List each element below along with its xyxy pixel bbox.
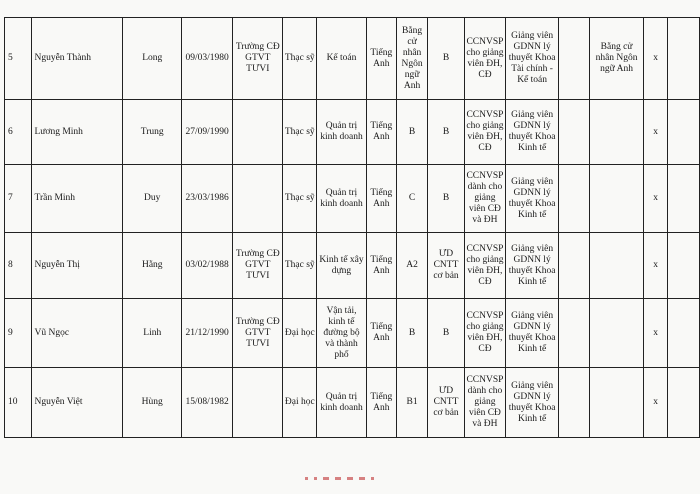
table-row	[5, 18, 700, 100]
cell-no: 9	[5, 299, 32, 368]
table-row	[5, 165, 700, 233]
cell-ped: CCNVSP cho giảng viên ĐH, CĐ	[464, 18, 506, 100]
cell-c15: x	[643, 299, 668, 368]
cell-major: Kế toán	[317, 18, 367, 100]
cell-ten: Long	[123, 18, 182, 100]
cell-position: Giảng viên GDNN lý thuyết Khoa Kinh tế	[506, 233, 559, 299]
cell-it: ƯD CNTT cơ bản	[428, 233, 464, 299]
cell-lang_cert: B	[396, 299, 428, 368]
cell-ten: Hùng	[123, 368, 182, 438]
cell-lang: Tiếng Anh	[366, 18, 396, 100]
cell-c13	[558, 299, 589, 368]
cell-ped: CCNVSP cho giảng viên ĐH, CĐ	[464, 100, 506, 165]
cell-empty	[668, 299, 700, 368]
cell-c13	[558, 233, 589, 299]
cell-empty	[668, 18, 700, 100]
cell-no: 10	[5, 368, 32, 438]
cell-c15: x	[643, 100, 668, 165]
cell-no: 8	[5, 233, 32, 299]
cell-ten: Duy	[123, 165, 182, 233]
cell-c13	[558, 165, 589, 233]
cell-c14	[590, 233, 643, 299]
cell-degree: Thạc sỹ	[283, 165, 317, 233]
cell-ho: Nguyễn Thành	[32, 18, 123, 100]
cell-empty	[668, 165, 700, 233]
cell-empty	[668, 233, 700, 299]
cell-major: Quản trị kinh doanh	[317, 165, 367, 233]
cell-ped: CCNVSP cho giảng viên ĐH, CĐ	[464, 299, 506, 368]
cell-position: Giảng viên GDNN lý thuyết Khoa Kinh tế	[506, 165, 559, 233]
cell-school: Trường CĐ GTVT TƯVI	[233, 233, 283, 299]
cell-c14	[590, 368, 643, 438]
cell-degree: Thạc sỹ	[283, 18, 317, 100]
cell-c15: x	[643, 233, 668, 299]
cell-school	[233, 165, 283, 233]
cell-lang_cert: A2	[396, 233, 428, 299]
cell-ped: CCNVSP dành cho giảng viên CĐ và ĐH	[464, 368, 506, 438]
cell-ho: Nguyễn Việt	[32, 368, 123, 438]
cell-lang: Tiếng Anh	[366, 233, 396, 299]
cell-c14	[590, 165, 643, 233]
cell-ten: Trung	[123, 100, 182, 165]
cell-dob: 21/12/1990	[182, 299, 233, 368]
cell-it: B	[428, 100, 464, 165]
cell-c15: x	[643, 18, 668, 100]
cell-ped: CCNVSP dành cho giảng viên CĐ và ĐH	[464, 165, 506, 233]
cell-ho: Vũ Ngọc	[32, 299, 123, 368]
cell-it: B	[428, 165, 464, 233]
cell-empty	[668, 368, 700, 438]
cell-c13	[558, 100, 589, 165]
cell-dob: 27/09/1990	[182, 100, 233, 165]
cell-dob: 09/03/1980	[182, 18, 233, 100]
cell-dob: 23/03/1986	[182, 165, 233, 233]
cell-c14	[590, 100, 643, 165]
table-row	[5, 368, 700, 438]
cell-major: Quản trị kinh doanh	[317, 100, 367, 165]
cell-lang_cert: Bằng cử nhân Ngôn ngữ Anh	[396, 18, 428, 100]
cell-no: 6	[5, 100, 32, 165]
staff-table	[4, 17, 700, 438]
table-row	[5, 299, 700, 368]
stamp-marks	[305, 475, 374, 481]
cell-ten: Linh	[123, 299, 182, 368]
cell-school: Trường CĐ GTVT TƯVI	[233, 299, 283, 368]
cell-lang_cert: C	[396, 165, 428, 233]
cell-lang_cert: B1	[396, 368, 428, 438]
cell-degree: Thạc sỹ	[283, 100, 317, 165]
cell-it: B	[428, 18, 464, 100]
cell-position: Giảng viên GDNN lý thuyết Khoa Kinh tế	[506, 100, 559, 165]
cell-major: Quản trị kinh doanh	[317, 368, 367, 438]
cell-no: 5	[5, 18, 32, 100]
cell-dob: 15/08/1982	[182, 368, 233, 438]
cell-school	[233, 100, 283, 165]
cell-position: Giảng viên GDNN lý thuyết Khoa Kinh tế	[506, 299, 559, 368]
cell-ho: Lương Minh	[32, 100, 123, 165]
cell-ped: CCNVSP cho giảng viên ĐH, CĐ	[464, 233, 506, 299]
cell-c15: x	[643, 368, 668, 438]
cell-c13	[558, 18, 589, 100]
cell-ten: Hằng	[123, 233, 182, 299]
cell-it: ƯD CNTT cơ bản	[428, 368, 464, 438]
cell-lang: Tiếng Anh	[366, 299, 396, 368]
cell-major: Vận tải, kinh tế đường bộ và thành phố	[317, 299, 367, 368]
cell-lang: Tiếng Anh	[366, 368, 396, 438]
cell-ho: Trần Minh	[32, 165, 123, 233]
cell-position: Giảng viên GDNN lý thuyết Khoa Kinh tế	[506, 368, 559, 438]
cell-lang_cert: B	[396, 100, 428, 165]
table-row	[5, 100, 700, 165]
cell-lang: Tiếng Anh	[366, 165, 396, 233]
cell-dob: 03/02/1988	[182, 233, 233, 299]
table-row	[5, 233, 700, 299]
cell-c15: x	[643, 165, 668, 233]
cell-position: Giảng viên GDNN lý thuyết Khoa Tài chính - Kế toán	[506, 18, 559, 100]
cell-c14	[590, 299, 643, 368]
cell-ho: Nguyễn Thị	[32, 233, 123, 299]
cell-school: Trường CĐ GTVT TƯVI	[233, 18, 283, 100]
cell-degree: Thạc sỹ	[283, 233, 317, 299]
cell-school	[233, 368, 283, 438]
cell-lang: Tiếng Anh	[366, 100, 396, 165]
cell-no: 7	[5, 165, 32, 233]
cell-major: Kinh tế xây dựng	[317, 233, 367, 299]
cell-degree: Đại học	[283, 368, 317, 438]
cell-c13	[558, 368, 589, 438]
cell-degree: Đại học	[283, 299, 317, 368]
cell-empty	[668, 100, 700, 165]
cell-it: B	[428, 299, 464, 368]
cell-c14: Bằng cử nhân Ngôn ngữ Anh	[590, 18, 643, 100]
